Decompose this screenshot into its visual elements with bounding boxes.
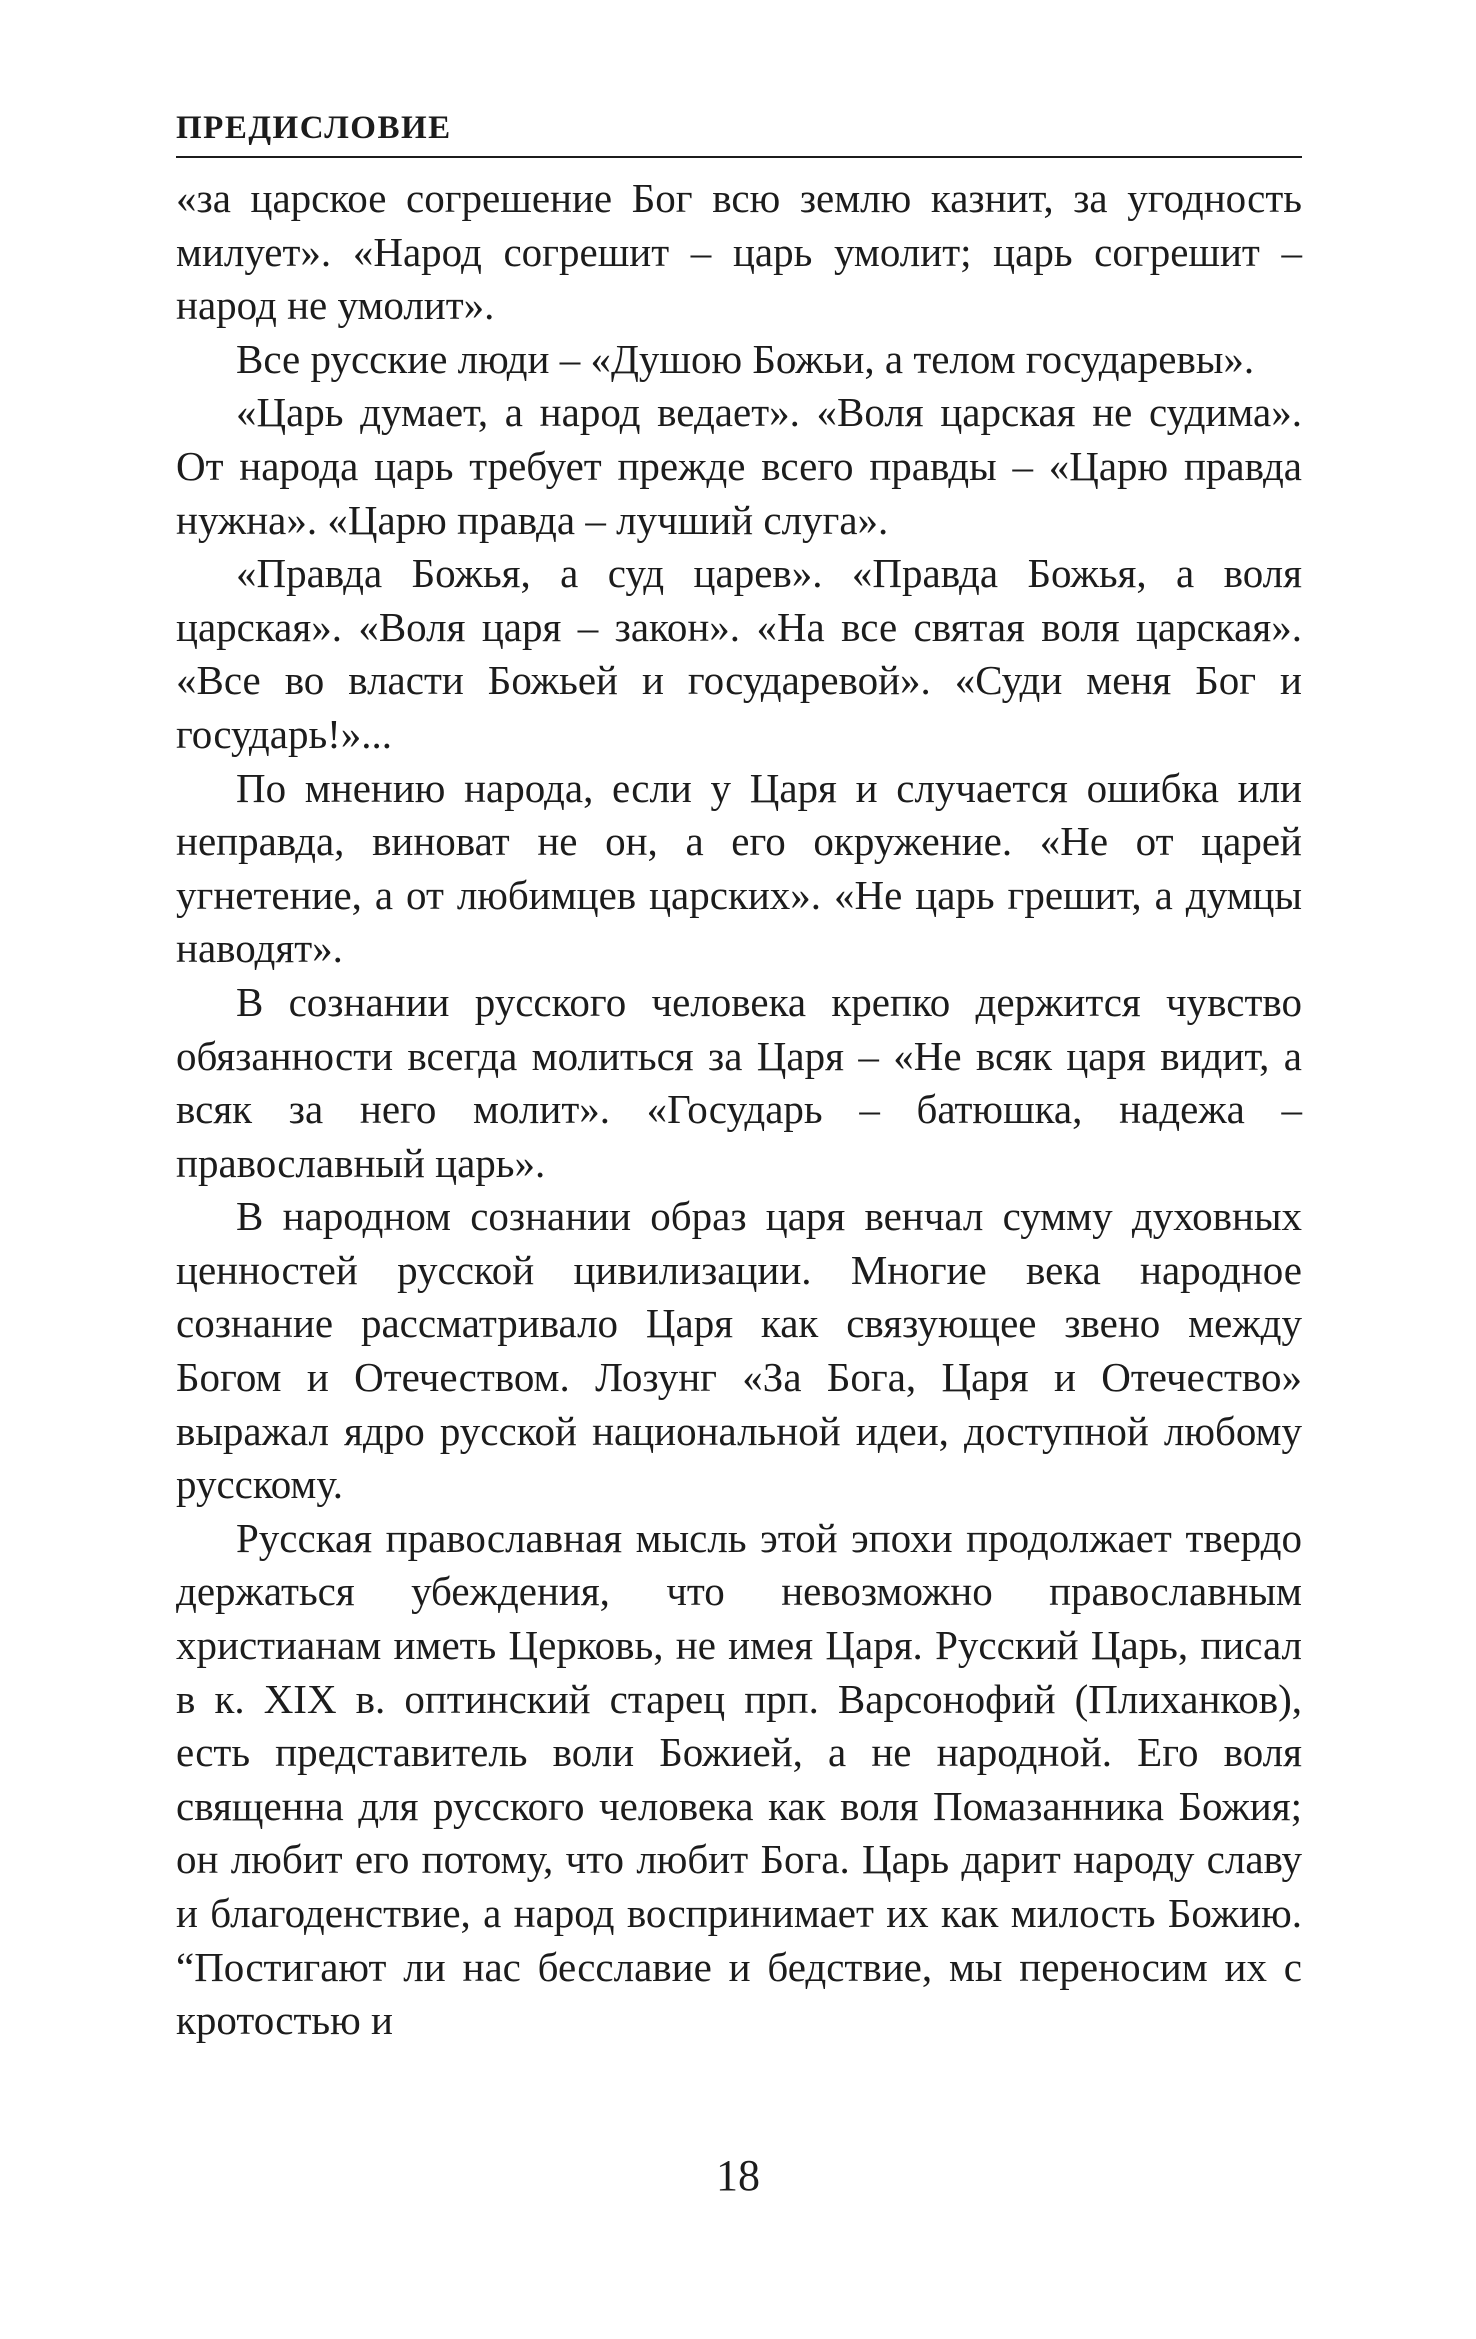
paragraph: Все русские люди – «Душою Божьи, а телом государевы». (236, 335, 1255, 382)
paragraph: «Царь думает, а народ ведает». «Воля царская не судима». От народа царь требует прежде всего правды – «Царю правда нужна». «Царю правда – лучший слуга». (176, 389, 1302, 543)
paragraph: «за царское согрешение Бог всю землю казнит, за угодность милует». «Народ согрешит – царь умолит; царь согрешит – народ не умолит». (176, 175, 1302, 329)
paragraph: В народном сознании образ царя венчал сумму духовных ценностей русской цивилизации. Многие века народное сознание рассматривало Царя как связующее звено между Богом и Отечеством. Лозунг «За Бога, Царя и Отечество» выражал ядро русской национальной идеи, доступной любому русскому. (176, 1193, 1302, 1508)
paragraph: Русская православная мысль этой эпохи продолжает твердо держаться убеждения, что невозможно православным христианам иметь Церковь, не имея Царя. Русский Царь, писал в к. XIX в. оптинский старец прп. Варсонофий (Плиханков), есть представитель воли Божией, а не народной. Его воля священна для русского человека как воля Помазанника Божия; он любит его потому, что любит Бога. Царь дарит народу славу и благоденствие, а народ воспринимает их как милость Божию. “Постигают ли нас бесславие и бедствие, мы переносим их с кротостью и (176, 1514, 1302, 2044)
page-number: 18 (716, 2151, 760, 2200)
running-head (176, 108, 1302, 158)
paragraph: В сознании русского человека крепко держится чувство обязанности всегда молиться за Царя – «Не всяк царя видит, а всяк за него молит». «Государь – батюшка, надежа – православный царь». (176, 978, 1302, 1186)
paragraph: По мнению народа, если у Царя и случается ошибка или неправда, виноват не он, а его окружение. «Не от царей угнетение, а от любимцев царских». «Не царь грешит, а думцы наводят». (176, 764, 1302, 972)
paragraph: «Правда Божья, а суд царев». «Правда Божья, а воля царская». «Воля царя – закон». «На все святая воля царская». «Все во власти Божьей и государевой». «Суди меня Бог и государь!»... (176, 550, 1302, 757)
body-text (176, 172, 1302, 2048)
chapter-title: ПРЕДИСЛОВИЕ (176, 110, 452, 146)
